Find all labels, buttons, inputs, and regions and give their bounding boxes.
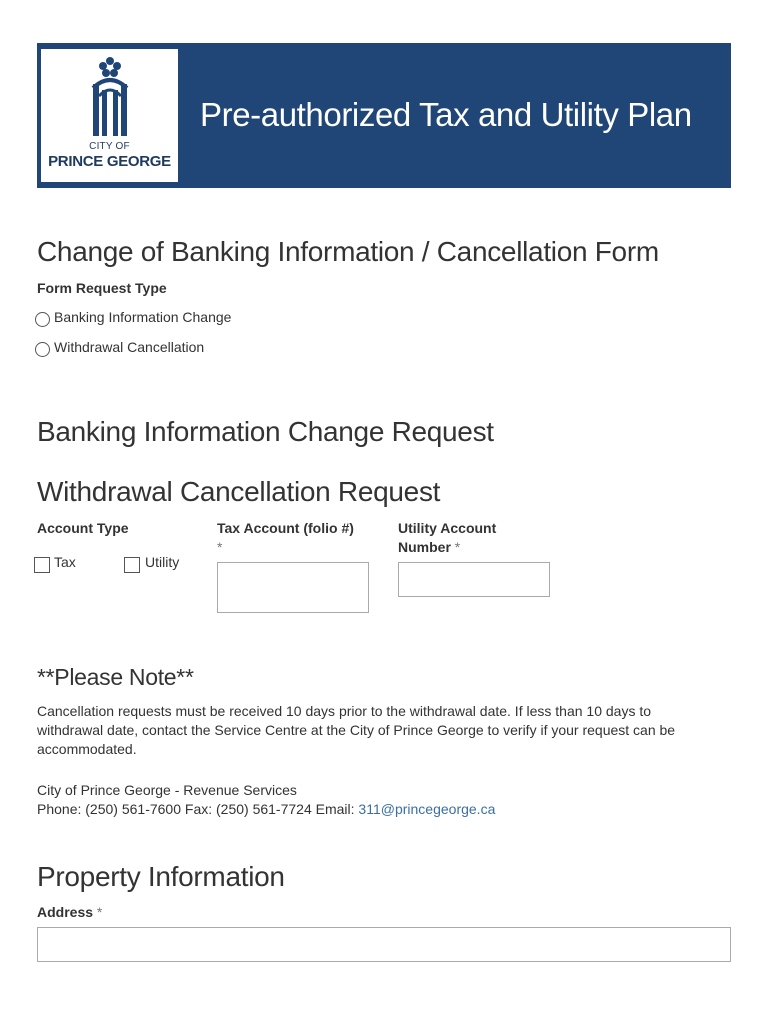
tax-checkbox-label: Tax (54, 554, 76, 570)
withdrawal-cancellation-option-label: Withdrawal Cancellation (54, 339, 205, 355)
note-line-3: accommodated. (37, 741, 137, 757)
tax-account-input[interactable] (217, 562, 369, 613)
utility-account-label-line1: Utility Account (398, 520, 497, 536)
contact-info (37, 781, 727, 819)
utility-account-required-marker: * (454, 539, 461, 555)
address-label-text: Address (37, 904, 94, 920)
logo-text-prince-george: PRINCE GEORGE (48, 153, 171, 170)
email-link[interactable]: 311@princegeorge.ca (358, 801, 496, 817)
address-input[interactable] (37, 927, 731, 962)
contact-phone-line (37, 800, 727, 819)
utility-checkbox-label: Utility (145, 554, 180, 570)
change-form-heading: Change of Banking Information / Cancellation Form (37, 236, 659, 267)
account-type-label: Account Type (37, 520, 129, 536)
tax-checkbox[interactable] (34, 557, 50, 573)
form-request-type-label: Form Request Type (37, 280, 167, 296)
tax-account-label (217, 520, 354, 536)
contact-phone-fax: Phone: (250) 561-7600 Fax: (250) 561-7724 Email: (37, 801, 359, 817)
note-line-2: withdrawal date, contact the Service Centre at the City of Prince George to verify if your request can be (37, 722, 676, 738)
please-note-heading: **Please Note** (37, 664, 194, 690)
note-line-1: Cancellation requests must be received 10 days prior to the withdrawal date. If less than 10 days to (37, 703, 652, 719)
city-logo (41, 49, 178, 182)
utility-account-input[interactable] (398, 562, 550, 597)
withdrawal-cancellation-radio[interactable] (35, 342, 50, 357)
tax-account-label-text: Tax Account (folio #) (217, 520, 354, 536)
tax-account-required-marker: * (217, 539, 223, 555)
utility-account-label-line2 (398, 539, 460, 555)
property-information-heading: Property Information (37, 861, 285, 892)
address-label (37, 904, 102, 920)
address-required-marker: * (96, 904, 103, 920)
note-paragraph (37, 702, 727, 759)
header-banner (37, 43, 731, 188)
withdrawal-cancellation-heading: Withdrawal Cancellation Request (37, 476, 441, 507)
logo-text-city-of: CITY OF (89, 141, 130, 152)
banking-change-radio[interactable] (35, 312, 50, 327)
contact-department: City of Prince George - Revenue Services (37, 782, 297, 798)
city-emblem-icon (89, 54, 131, 139)
banking-change-heading: Banking Information Change Request (37, 416, 494, 447)
page-title: Pre-authorized Tax and Utility Plan (200, 96, 692, 133)
utility-checkbox[interactable] (124, 557, 140, 573)
utility-account-label-text: Number (398, 539, 451, 555)
banking-change-option-label: Banking Information Change (54, 309, 232, 325)
